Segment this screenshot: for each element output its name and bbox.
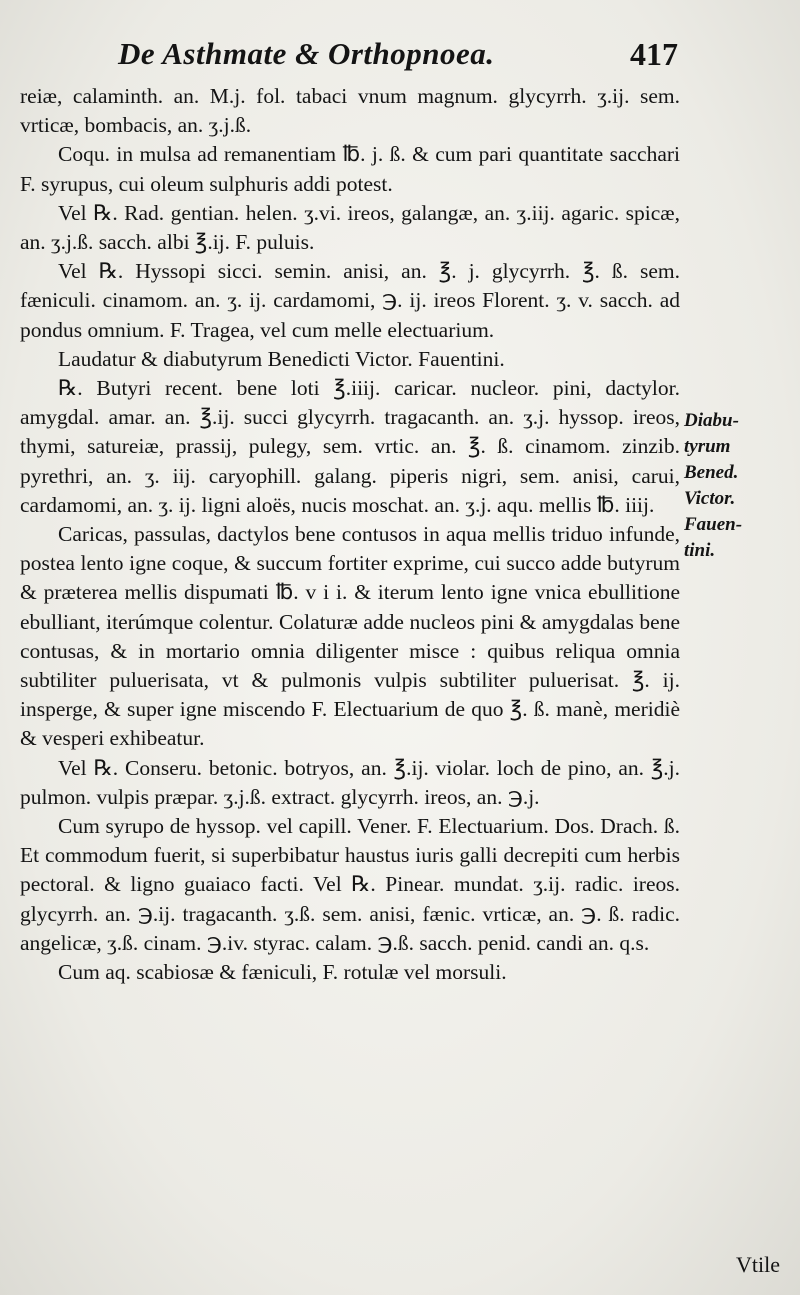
paragraph: Caricas, passulas, dactylos bene contusos in aqua mellis triduo infunde, postea lento igne coque, & succum fortiter exprime, cui succo adde butyrum & præterea mellis dispumati ℔. v i i. & iterum lento igne vnica ebullitione ebulliant, iterúmque colentur. Colaturæ adde nucleos pini & amygdalas bene contusas, & in mortario omnia diligenter misce : quibus reliqua omnia subtiliter puluerisata, vt & pulmonis vulpis subtiliter puluerisat. ℥. ij. insperge, & super igne miscendo F. Electuarium de quo ℥. ß. manè, meridiè & vesperi exhibeatur. <box>20 522 680 751</box>
paragraph: Vel ℞. Hyssopi sicci. semin. anisi, an. ℥. j. glycyrrh. ℥. ß. sem. fæniculi. cinamom. an. ʒ. ij. cardamomi, ℈. ij. ireos Florent. ʒ. v. sacch. ad pondus omnium. F. Tragea, vel cum melle electuarium. <box>20 259 680 342</box>
margin-note-line: tini. <box>684 540 716 561</box>
margin-note-line: tyrum <box>684 436 731 457</box>
paragraph: reiæ, calaminth. an. M.j. fol. tabaci vnum magnum. glycyrrh. ʒ.ij. sem. vrticæ, bombacis, an. ʒ.j.ß. <box>20 84 680 138</box>
paragraph: Laudatur & diabutyrum Benedicti Victor. Fauentini. <box>58 346 505 371</box>
body-text <box>20 82 680 987</box>
margin-note-line: Fauen- <box>684 514 743 535</box>
margin-note-line: Diabu- <box>684 410 739 431</box>
margin-note <box>684 408 794 564</box>
paragraph: ℞. Butyri recent. bene loti ℥.iiij. caricar. nucleor. pini, dactylor. amygdal. amar. an. ℥.ij. succi glycyrrh. tragacanth. an. ʒ.j. hyssop. ireos, thymi, satureiæ, prassij, pulegy, sem. vrtic. an. ℥. ß. cinamom. zinzib. pyrethri, an. ʒ. iij. caryophill. galang. piperis nigri, sem. anisi, carui, cardamomi, an. ʒ. ij. ligni aloës, nucis moschat. an. ʒ.j. aqu. mellis ℔. iiij. <box>20 376 680 517</box>
margin-note-line: Victor. <box>684 488 736 509</box>
paragraph: Coqu. in mulsa ad remanentiam ℔. j. ß. & cum pari quantitate sacchari F. syrupus, cui oleum sulphuris addi potest. <box>20 142 680 196</box>
running-head: De Asthmate & Orthopnoea. <box>118 36 495 71</box>
margin-note-line: Bened. <box>684 462 739 483</box>
catchword: Vtile <box>736 1252 780 1277</box>
paragraph: Cum aq. scabiosæ & fæniculi, F. rotulæ vel morsuli. <box>58 960 507 985</box>
page-header <box>118 36 678 86</box>
paragraph: Vel ℞. Conseru. betonic. botryos, an. ℥.ij. violar. loch de pino, an. ℥.j. pulmon. vulpis præpar. ʒ.j.ß. extract. glycyrrh. ireos, an. ℈.j. <box>20 755 680 809</box>
page-number: 417 <box>630 36 678 72</box>
paragraph: Vel ℞. Rad. gentian. helen. ʒ.vi. ireos, galangæ, an. ʒ.iij. agaric. spicæ, an. ʒ.j.ß. sacch. albi ℥.ij. F. puluis. <box>20 200 680 255</box>
paragraph: Cum syrupo de hyssop. vel capill. Vener. F. Electuarium. Dos. Drach. ß. Et commodum fuerit, si superbibatur haustus iuris galli decrepiti cum herbis pectoral. & ligno guaiaco facti. Vel ℞. Pinear. mundat. ʒ.ij. radic. ireos. glycyrrh. an. ℈.ij. tragacanth. ʒ.ß. sem. anisi, fænic. vrticæ, an. ℈. ß. radic. angelicæ, ʒ.ß. cinam. ℈.iv. styrac. calam. ℈.ß. sacch. penid. candi an. q.s. <box>20 814 680 955</box>
